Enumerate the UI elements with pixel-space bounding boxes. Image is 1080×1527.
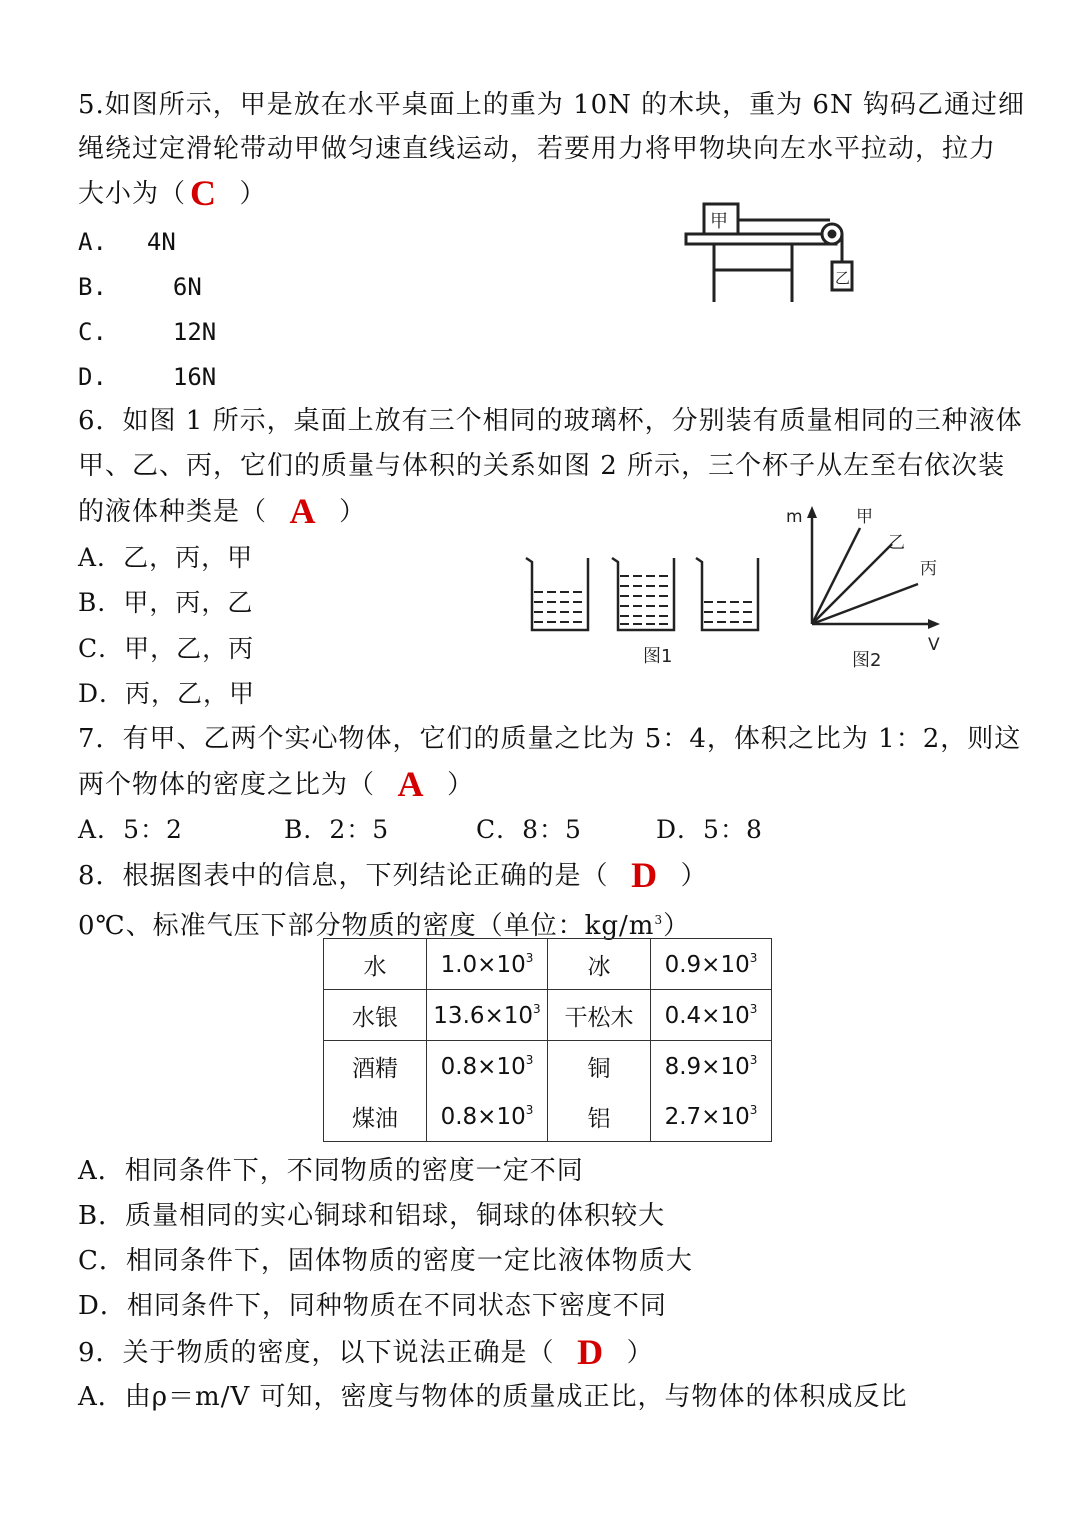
- substance-name: 干松木: [548, 990, 651, 1041]
- density-value: $0.8\times 10^3$: [427, 1091, 548, 1142]
- q5-answer: C: [190, 173, 218, 213]
- q8-option-b: B．质量相同的实心铜球和铝球，铜球的体积较大: [78, 1201, 666, 1231]
- density-value: $13.6\times 10^3$: [427, 990, 548, 1041]
- q8-stem-close: ）: [680, 861, 708, 891]
- q8-option-c: C．相同条件下，固体物质的密度一定比液体物质大: [78, 1246, 693, 1276]
- q8-stem-text: 8．根据图表中的信息，下列结论正确的是（: [78, 861, 609, 891]
- q5-stem-close: ）: [239, 179, 267, 209]
- q8-option-d: D．相同条件下，同种物质在不同状态下密度不同: [78, 1291, 667, 1321]
- q6-answer: A: [289, 491, 317, 531]
- density-value: $8.9\times 10^3$: [651, 1041, 772, 1092]
- q6-option-d: D．丙，乙，甲: [78, 679, 256, 708]
- q7-option-d: D．5：8: [656, 815, 763, 844]
- q9-stem-text: 9．关于物质的密度，以下说法正确是（: [78, 1338, 555, 1368]
- substance-name: 冰: [548, 939, 651, 990]
- table-row: [324, 1041, 772, 1092]
- table-row: [324, 990, 772, 1041]
- q6-figure-2-graph: [778, 500, 958, 675]
- q6-graph-line-label-yi: 乙: [888, 533, 905, 553]
- q6-graph-line-label-bing: 丙: [920, 559, 937, 579]
- q6-option-a: A．乙，丙，甲: [78, 543, 254, 572]
- q5-stem-text: 大小为（: [78, 179, 187, 209]
- q7-stem-close: ）: [447, 770, 475, 800]
- substance-name: 水: [324, 939, 427, 990]
- q5-stem-line-1: 5.如图所示，甲是放在水平桌面上的重为 10N 的木块，重为 6N 钩码乙通过细: [78, 90, 1025, 120]
- q7-stem-line-2: [78, 764, 475, 804]
- q6-stem-line-1: 6．如图 1 所示，桌面上放有三个相同的玻璃杯，分别装有质量相同的三种液体: [78, 406, 1023, 436]
- q6-option-c: C．甲，乙，丙: [78, 634, 255, 663]
- density-value: $0.9\times 10^3$: [651, 939, 772, 990]
- q6-graph-line-label-jia: 甲: [856, 507, 873, 527]
- q5-stem-line-3: [78, 173, 267, 213]
- q7-stem-line-1: 7．有甲、乙两个实心物体，它们的质量之比为 5：4，体积之比为 1：2，则这: [78, 724, 1022, 754]
- density-value: $2.7\times 10^3$: [651, 1091, 772, 1142]
- q8-answer: D: [631, 855, 659, 895]
- q5-option-a: A. 4N: [78, 228, 176, 256]
- q6-figure-1-caption: 图1: [643, 646, 673, 667]
- q5-weight-label: 乙: [835, 269, 851, 287]
- q5-block-label: 甲: [710, 211, 728, 232]
- q7-stem-text: 两个物体的密度之比为（: [78, 770, 376, 800]
- y-axis-arrow: [807, 506, 817, 518]
- q9-stem-close: ）: [626, 1338, 654, 1368]
- q9-answer: D: [577, 1332, 605, 1372]
- q6-option-b: B．甲，丙，乙: [78, 588, 254, 617]
- density-value: $0.4\times 10^3$: [651, 990, 772, 1041]
- q6-graph-x-label: V: [928, 635, 940, 655]
- q5-pulley-figure: [680, 196, 870, 308]
- substance-name: 酒精: [324, 1041, 427, 1092]
- q6-figure-2-caption: 图2: [852, 650, 882, 671]
- x-axis-arrow: [928, 619, 940, 629]
- q9-stem-line-1: [78, 1332, 654, 1372]
- q7-answer: A: [397, 764, 425, 804]
- substance-name: 水银: [324, 990, 427, 1041]
- q5-stem-line-2: 绳绕过定滑轮带动甲做匀速直线运动，若要用力将甲物块向左水平拉动，拉力: [78, 134, 997, 164]
- q6-stem-close: ）: [339, 497, 367, 527]
- q9-option-a: A．由ρ＝m/V 可知，密度与物体的质量成正比，与物体的体积成反比: [78, 1382, 908, 1412]
- q5-option-b: B. 6N: [78, 273, 202, 301]
- substance-name: 煤油: [324, 1091, 427, 1142]
- q8-stem-line-1: [78, 855, 708, 895]
- q6-figure-1-beakers: [518, 550, 768, 670]
- q5-option-c: C. 12N: [78, 318, 217, 346]
- q7-option-c: C．8：5: [476, 815, 582, 844]
- table-row: [324, 939, 772, 990]
- q6-stem-text: 的液体种类是（: [78, 497, 268, 527]
- density-table: [323, 938, 772, 1142]
- q6-stem-line-2: 甲、乙、丙，它们的质量与体积的关系如图 2 所示，三个杯子从左至右依次装: [78, 451, 1006, 481]
- substance-name: 铜: [548, 1041, 651, 1092]
- substance-name: 铝: [548, 1091, 651, 1142]
- q6-graph-y-label: m: [786, 507, 803, 527]
- q8-table-title: 0℃、标准气压下部分物质的密度（单位：$kg/m^3$）: [78, 911, 691, 941]
- q8-option-a: A．相同条件下，不同物质的密度一定不同: [78, 1156, 584, 1186]
- q7-option-b: B．2：5: [284, 815, 390, 844]
- q5-option-d: D. 16N: [78, 363, 217, 391]
- q6-stem-line-3: [78, 491, 367, 531]
- q7-option-a: A．5：2: [78, 815, 183, 844]
- density-value: $0.8\times 10^3$: [427, 1041, 548, 1092]
- density-value: $1.0\times 10^3$: [427, 939, 548, 990]
- table-row: [324, 1091, 772, 1142]
